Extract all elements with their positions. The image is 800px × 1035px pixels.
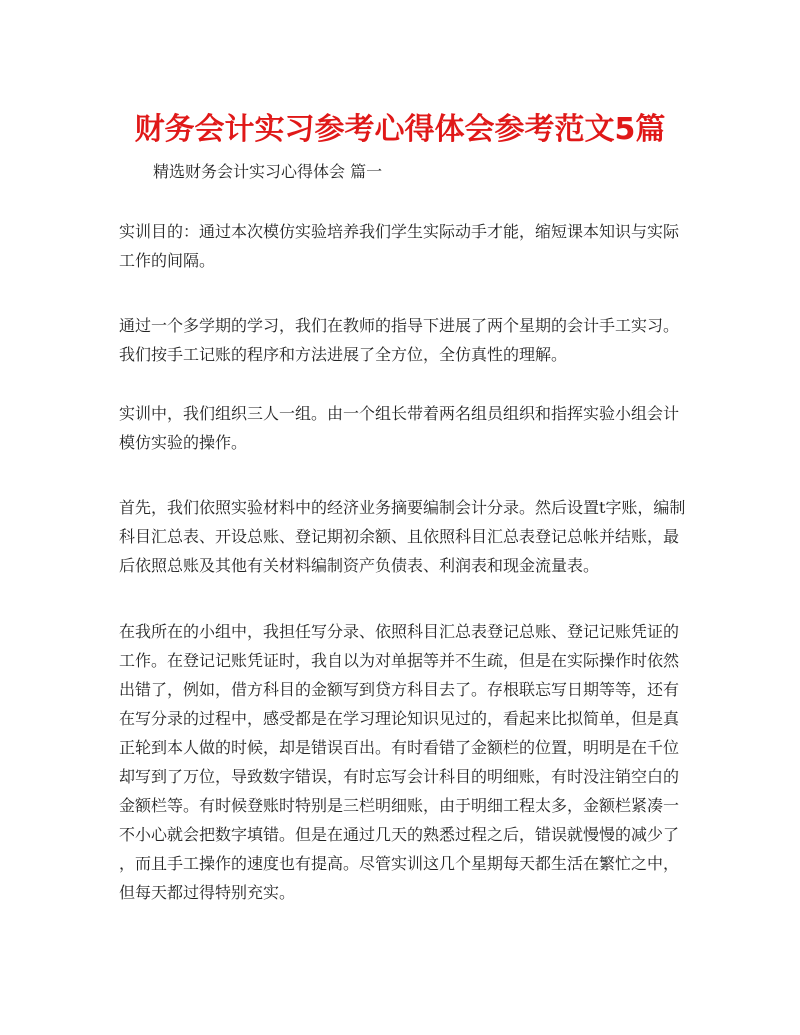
paragraph-line: 金额栏等。有时候登账时特别是三栏明细账，由于明细工程太多，金额栏紧凑一 (119, 796, 680, 815)
paragraph-line: 在我所在的小组中，我担任写分录、依照科目汇总表登记总账、登记记账凭证的 (119, 622, 680, 641)
paragraph-line: 正轮到本人做的时候，却是错误百出。有时看错了金额栏的位置，明明是在千位 (119, 738, 680, 757)
paragraph-line: 科目汇总表、开设总账、登记期初余额、且依照科目汇总表登记总帐并结账，最 (119, 527, 680, 546)
paragraph-line: 却写到了万位，导致数字错误，有时忘写会计科目的明细账，有时没注销空白的 (119, 767, 680, 786)
paragraph-line: 不小心就会把数字填错。但是在通过几天的熟悉过程之后，错误就慢慢的减少了 (119, 825, 680, 844)
paragraph-line: 首先，我们依照实验材料中的经济业务摘要编制会计分录。然后设置t字账，编制 (119, 498, 686, 517)
paragraph-line: 工作。在登记记账凭证时，我自以为对单据等并不生疏，但是在实际操作时依然 (119, 651, 680, 670)
paragraph (119, 493, 699, 580)
paragraph (119, 399, 699, 457)
paragraph-line: 出错了，例如，借方科目的金额写到贷方科目去了。存根联忘写日期等等，还有 (119, 680, 680, 699)
paragraph-line: ，而且手工操作的速度也有提高。尽管实训这几个星期每天都生活在繁忙之中， (119, 854, 680, 873)
paragraph-line: 模仿实验的操作。 (119, 433, 248, 452)
paragraph-line: 工作的间隔。 (119, 251, 216, 270)
document-subtitle: 精选财务会计实习心得体会 篇一 (153, 162, 383, 181)
paragraph (119, 217, 699, 275)
paragraph-line: 后依照总账及其他有关材料编制资产负债表、利润表和现金流量表。 (119, 556, 600, 575)
paragraph-line: 实训中，我们组织三人一组。由一个组长带着两名组员组织和指挥实验小组会计 (119, 404, 680, 423)
paragraph (119, 617, 699, 907)
paragraph-line: 在写分录的过程中，感受都是在学习理论知识见过的，看起来比拟简单，但是真 (119, 709, 680, 728)
paragraph-line: 实训目的：通过本次模仿实验培养我们学生实际动手才能，缩短课本知识与实际 (119, 222, 680, 241)
paragraph-line: 我们按手工记账的程序和方法进展了全方位，全仿真性的理解。 (119, 345, 568, 364)
paragraph-line: 通过一个多学期的学习，我们在教师的指导下进展了两个星期的会计手工实习。 (119, 316, 680, 335)
paragraph (119, 311, 699, 369)
paragraph-line: 但每天都过得特别充实。 (119, 883, 296, 902)
document-title: 财务会计实习参考心得体会参考范文5篇 (134, 112, 666, 147)
